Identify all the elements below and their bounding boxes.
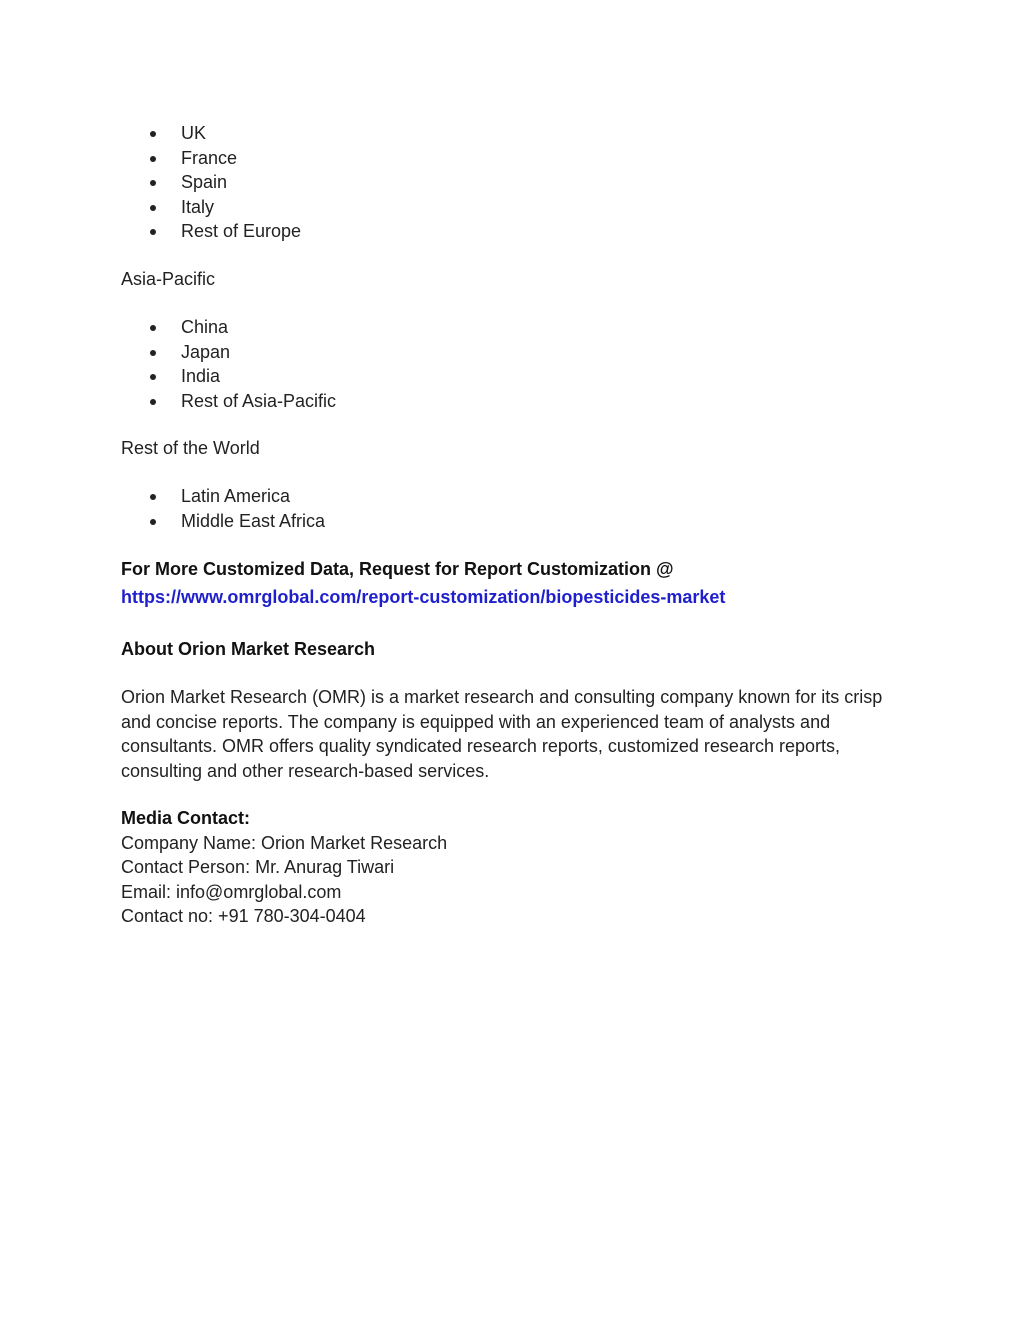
bullet-icon: [150, 205, 156, 211]
list-item: India: [121, 364, 911, 389]
about-paragraph: Orion Market Research (OMR) is a market research and consulting company known for its crisp and concise reports. The company is equipped with an experienced team of analysts and consultants. OMR offers quality syndicated research reports, customized research reports, consulting and other research-based services.: [121, 687, 883, 781]
customization-cta: For More Customized Data, Request for Report Customization @: [121, 559, 674, 579]
bullet-icon: [150, 180, 156, 186]
company-name-line: Company Name: Orion Market Research: [121, 832, 448, 853]
email-line: Email: info@omrglobal.com: [121, 881, 342, 902]
rest-of-world-heading: Rest of the World: [121, 438, 260, 458]
europe-country-list: [121, 121, 911, 244]
asia-pacific-heading: Asia-Pacific: [121, 269, 216, 289]
list-item: Italy: [121, 195, 911, 220]
list-item: Middle East Africa: [121, 509, 911, 534]
bullet-icon: [150, 399, 156, 405]
contact-person-line: Contact Person: Mr. Anurag Tiwari: [121, 857, 395, 877]
customization-link[interactable]: https://www.omrglobal.com/report-customization/biopesticides-market: [121, 587, 726, 607]
list-item: Japan: [121, 340, 911, 365]
europe-country-list-container: [121, 121, 911, 244]
bullet-icon: [150, 325, 156, 331]
customization-link-row: [121, 585, 911, 610]
list-item: Spain: [121, 170, 911, 195]
list-item: France: [121, 146, 911, 171]
list-item: Latin America: [121, 484, 911, 509]
media-contact-section: [121, 806, 911, 929]
list-item: Rest of Europe: [121, 219, 911, 244]
bullet-icon: [150, 229, 156, 235]
bullet-icon: [150, 156, 156, 162]
rest-of-world-list-container: [121, 484, 911, 533]
asia-pacific-list: [121, 315, 911, 413]
bullet-icon: [150, 350, 156, 356]
bullet-icon: [150, 494, 156, 500]
bullet-icon: [150, 131, 156, 137]
list-item: China: [121, 315, 911, 340]
asia-pacific-list-container: [121, 315, 911, 413]
rest-of-world-list: [121, 484, 911, 533]
about-heading: About Orion Market Research: [121, 639, 376, 659]
list-item: Rest of Asia-Pacific: [121, 389, 911, 414]
list-item: UK: [121, 121, 911, 146]
bullet-icon: [150, 374, 156, 380]
bullet-icon: [150, 519, 156, 525]
phone-line: Contact no: +91 780-304-0404: [121, 906, 366, 926]
media-contact-heading: Media Contact:: [121, 808, 251, 828]
